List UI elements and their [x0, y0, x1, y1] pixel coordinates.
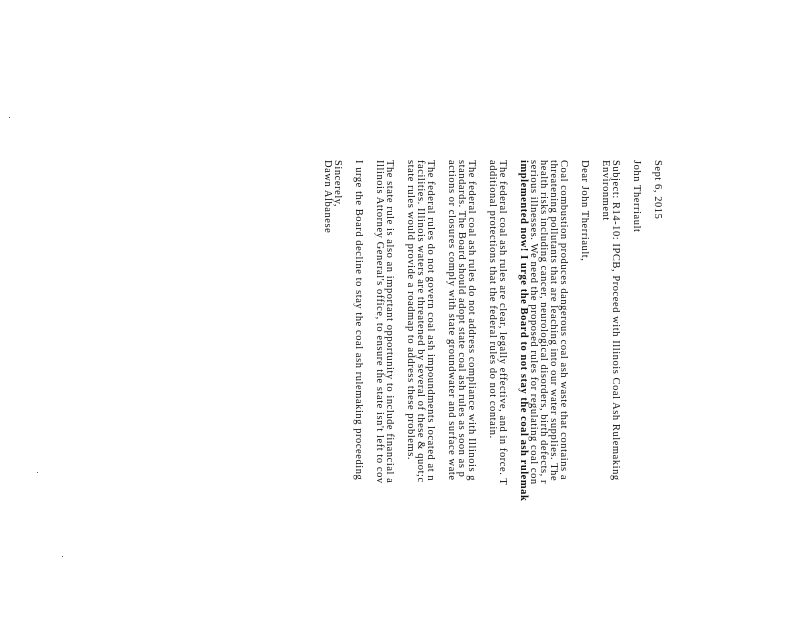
paragraph-line: additional protections that the federal rules do not contain.	[487, 160, 498, 439]
scan-speck	[37, 472, 38, 473]
paragraph-line: The federal coal ash rules are clear, legally effective, and in force. T	[497, 160, 508, 486]
letter-subject	[600, 160, 620, 618]
paragraph-line: state rules would provide a roadmap to address these problems.	[405, 160, 416, 461]
subject-line: Environment	[600, 160, 611, 221]
scan-speck	[9, 117, 10, 118]
paragraph-line: threatening pollutants that are leaching into our water supplies. The	[548, 160, 559, 482]
paragraph-line: health risks including cancer, neurological disorders, birth defects, r	[538, 160, 549, 485]
paragraph-line: standards. The Board should adopt state coal ash rules as soon as p	[456, 160, 467, 478]
letter-recipient: John Therriault	[631, 160, 642, 233]
letter-paragraph	[353, 160, 363, 618]
paragraph-line: The federal rules do not govern coal ash impoundments located at n	[425, 160, 436, 482]
paragraph-line: actions or closures comply with state groundwater and surface wate	[446, 160, 457, 481]
paragraph-line: I urge the Board decline to stay the coal ash rulemaking proceeding	[353, 160, 364, 481]
letter-paragraph	[487, 160, 507, 618]
rotated-letter	[322, 160, 662, 618]
subject-line: Subject: R14-10: IPCB, Proceed with Illinois Coal Ash Rulemaking	[610, 160, 621, 481]
paragraph-line: The federal coal ash rules do not address compliance with Illinois g	[466, 160, 477, 482]
letter-paragraph	[446, 160, 476, 618]
letter-paragraph	[374, 160, 394, 618]
paragraph-line: Illinois Attorney General's office, to ensure the state isn't left to cov	[374, 160, 385, 484]
letter-closing: Sincerely,	[332, 160, 343, 208]
paragraph-line: The state rule is also an important opportunity to include financial a	[384, 160, 395, 484]
paragraph-line: implemented now! I urge the Board to not stay the coal ash rulemak	[518, 160, 529, 502]
scan-speck	[62, 556, 63, 557]
letter-signature: Dawn Albanese	[322, 160, 333, 234]
paragraph-line: Coal combustion produces dangerous coal ash waste that contains a	[558, 160, 569, 481]
paragraph-line: facilities. Illinois waters are threatened by several of these & quot;c	[415, 160, 426, 483]
letter-paragraph	[405, 160, 435, 618]
letter-date: Sept 6, 2015	[652, 160, 663, 220]
paragraph-line: serious illnesses. We need the proposed rules for regulating coal con	[528, 160, 539, 485]
letter-salutation: Dear John Therriault,	[579, 160, 590, 262]
letter-paragraph	[518, 160, 568, 618]
